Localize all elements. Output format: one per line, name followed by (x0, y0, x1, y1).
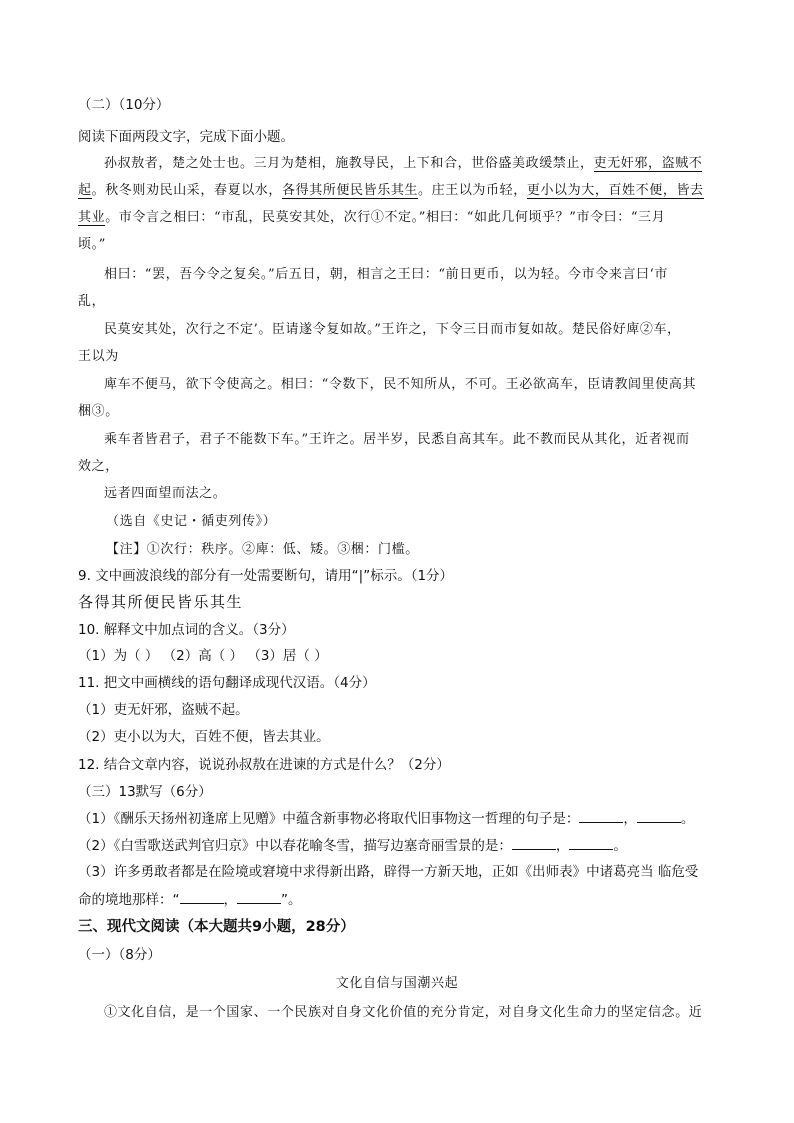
section-heading: （二）（10分） (78, 97, 170, 113)
question-10: 10. 解释文中加点词的含义。（3分） (78, 622, 295, 638)
article-paragraph: ①文化自信，是一个国家、一个民族对自身文化价值的充分肯定，对自身文化生命力的坚定信念。近 (104, 1005, 703, 1020)
underlined-sentence-2: 更小以为大，百姓不便，皆去 (526, 183, 704, 198)
annotation-note: 【注】①次行：秩序。②庳：低、矮。③梱：门槛。 (106, 542, 419, 557)
answer-blank[interactable] (637, 808, 681, 823)
answer-blank[interactable] (512, 835, 556, 850)
passage-line: 其业。市令言之相曰：“市乱，民莫安其处，次行①不定。”相曰：“如此几何顷乎？”市令曰：“三月 (78, 210, 666, 225)
subsection-heading: （一）（8分） (78, 947, 161, 963)
passage-line: 乘车者皆君子，君子不能数下车。”王许之。居半岁，民悉自高其车。此不教而民从其化，近者视而 (104, 432, 690, 447)
dictation-line-1: （1）《酬乐天扬州初逢席上见赠》中蕴含新事物必将取代旧事物这一哲理的句子是： ， 。 (78, 808, 694, 829)
answer-blank[interactable] (237, 889, 281, 904)
part-heading: 三、现代文阅读（本大题共9小题，28分） (78, 919, 355, 935)
question-12: 12. 结合文章内容，说说孙叔敖在进谏的方式是什么？（2分） (78, 757, 450, 773)
passage-line: 效之， (78, 459, 119, 474)
passage-line: 相曰：“罢，吾今令之复矣。”后五日，朝，相言之王曰：“前日更币，以为轻。今市令来言曰‘市 (104, 267, 668, 282)
dictation-line-2: （2）《白雪歌送武判官归京》中以春花喻冬雪，描写边塞奇丽雪景的是： ， 。 (78, 835, 627, 856)
answer-blank[interactable] (579, 808, 623, 823)
source-citation: （选自《史记・循吏列传》） (106, 514, 277, 529)
instruction: 阅读下面两段文字，完成下面小题。 (78, 129, 294, 145)
question-9-phrase: 各得其所便民皆乐其生 (78, 593, 244, 611)
passage-line: 顷。” (78, 237, 106, 252)
passage-line: 王以为 (78, 349, 119, 364)
answer-blank[interactable] (569, 835, 613, 850)
passage-line: 远者四面望而法之。 (104, 486, 227, 501)
question-9: 9. 文中画波浪线的部分有一处需要断句，请用“|”标示。（1分） (78, 568, 454, 584)
underlined-sentence-1: 吏无奸邪，盗贼不 (593, 156, 703, 171)
question-10-items: （1）为（ ） （2）高（ ） （3）居（ ） (78, 648, 328, 664)
question-11-sentence-2: （2）吏小以为大，百姓不便，皆去其业。 (78, 729, 330, 745)
dictation-line-3: （3）许多勇敢者都是在险境或窘境中求得新出路，辟得一方新天地，正如《出师表》中诸葛亮当 临危受 (78, 864, 699, 880)
dictation-line-3-cont: 命的境地那样：“ ， ”。 (78, 889, 302, 910)
passage-line: 孙叔敖者，楚之处士也。三月为楚相，施教导民，上下和合，世俗盛美政缓禁止，吏无奸邪，盗贼不 (104, 156, 703, 171)
article-title: 文化自信与国潮兴起 (335, 976, 459, 991)
passage-line: 起。秋冬则劝民山采，春夏以水，各得其所便民皆乐其生。庄王以为币轻，更小以为大，百姓不便，皆去 (78, 183, 704, 198)
answer-blank[interactable] (180, 889, 224, 904)
section-heading: （三）13默写（6分） (78, 784, 212, 800)
wavy-phrase: 各得其所便民皆乐其生 (282, 183, 419, 198)
question-11: 11. 把文中画横线的语句翻译成现代汉语。（4分） (78, 675, 376, 691)
passage-line: 庳车不便马，欲下令使高之。相曰：“令数下，民不知所从，不可。王必欲高车，臣请教闾里使高其 (104, 377, 697, 392)
passage-line: 民莫安其处，次行之不定’。臣请遂令复如故。”王许之，下令三日而市复如故。楚民俗好庳②车， (104, 322, 681, 337)
question-11-sentence-1: （1）吏无奸邪，盗贼不起。 (78, 702, 249, 718)
passage-line: 梱③。 (78, 404, 119, 419)
passage-line: 乱， (78, 294, 106, 309)
